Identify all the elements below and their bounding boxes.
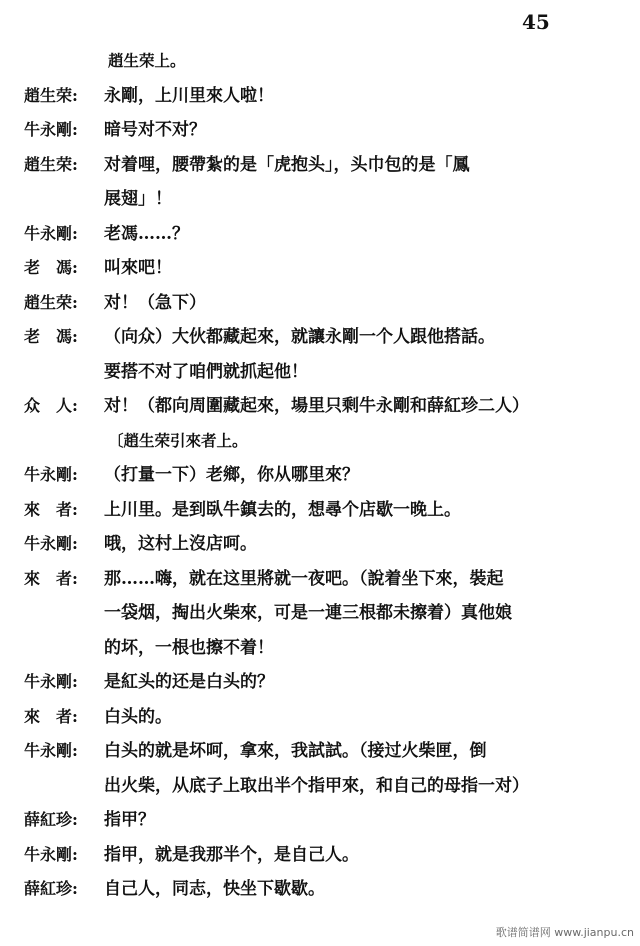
script-line <box>0 769 640 804</box>
speaker-name: 來 者: <box>24 499 78 519</box>
dialogue-text: 指甲？ <box>104 810 155 830</box>
dialogue-text: 叫來吧！ <box>104 258 172 278</box>
script-line <box>0 217 640 252</box>
dialogue-text: 白头的就是坏呵，拿來，我試試。（接过火柴匣，倒 <box>104 741 487 761</box>
script-line <box>0 803 640 838</box>
speaker-name: 薛紅珍: <box>24 879 78 898</box>
dialogue-text: 展翅」！ <box>104 189 172 209</box>
script-line <box>0 286 640 321</box>
speaker-name: 趙生荣: <box>24 85 78 105</box>
watermark: 歌谱简谱网 www.jianpu.cn <box>495 926 634 939</box>
script-line <box>0 665 640 700</box>
script-body <box>0 44 640 907</box>
page-number: 45 <box>522 10 550 34</box>
dialogue-text: 出火柴，从底子上取出半个指甲來，和自己的母指一对） <box>104 775 529 796</box>
dialogue-text: 对！（都向周圍藏起來，場里只剩牛永剛和薛紅珍二人） <box>104 396 529 416</box>
speaker-name: 薛紅珍: <box>24 810 78 829</box>
dialogue-text: 永剛，上川里來人啦！ <box>104 85 274 106</box>
dialogue-text: 白头的。 <box>104 706 172 727</box>
script-line <box>0 527 640 562</box>
dialogue-text: 暗号对不对？ <box>104 120 206 140</box>
dialogue-text: 指甲，就是我那半个，是自己人。 <box>104 844 359 865</box>
dialogue-text: 老馮……？ <box>104 223 189 244</box>
script-line <box>0 493 640 528</box>
script-line <box>0 872 640 907</box>
speaker-name: 趙生荣: <box>24 292 78 312</box>
speaker-name: 牛永剛: <box>24 844 78 864</box>
script-line <box>0 251 640 286</box>
script-line <box>0 355 640 390</box>
dialogue-text: （打量一下）老鄉，你从哪里來？ <box>104 465 359 485</box>
script-line <box>0 838 640 873</box>
dialogue-text: 上川里。是到臥牛鎮去的，想尋个店歇一晚上。 <box>104 499 461 520</box>
speaker-name: 牛永剛: <box>24 534 78 553</box>
dialogue-text: 是紅头的还是白头的？ <box>104 672 274 692</box>
dialogue-text: 要搭不对了咱們就抓起他！ <box>104 361 308 382</box>
speaker-name: 老 馮: <box>24 258 78 277</box>
speaker-name: 來 者: <box>24 706 78 726</box>
dialogue-text: 对！（急下） <box>104 292 206 313</box>
dialogue-text: 一袋烟，掏出火柴來，可是一連三根都未擦着）真他娘 <box>104 603 512 623</box>
script-line <box>0 389 640 424</box>
dialogue-text: 的坏，一根也擦不着！ <box>104 637 274 658</box>
dialogue-text: 对着哩，腰帶紮的是「虎抱头」，头巾包的是「鳳 <box>104 154 470 175</box>
speaker-name: 牛永剛: <box>24 465 78 484</box>
speaker-name: 众 人: <box>24 396 78 415</box>
script-line <box>0 148 640 183</box>
speaker-name: 趙生荣: <box>24 154 78 174</box>
script-line <box>0 458 640 493</box>
script-line <box>0 44 640 79</box>
dialogue-text: 那……嗨，就在这里將就一夜吧。（說着坐下來，裝起 <box>104 568 504 589</box>
stage-direction: 〔趙生荣引來者上。 <box>108 430 248 450</box>
script-line <box>0 79 640 114</box>
speaker-name: 來 者: <box>24 568 78 588</box>
script-line <box>0 113 640 148</box>
script-line <box>0 631 640 666</box>
speaker-name: 牛永剛: <box>24 120 78 139</box>
script-line <box>0 700 640 735</box>
speaker-name: 牛永剛: <box>24 672 78 691</box>
dialogue-text: 自己人，同志，快坐下歇歇。 <box>104 879 325 899</box>
stage-direction: 趙生荣上。 <box>108 51 186 70</box>
speaker-name: 牛永剛: <box>24 741 78 760</box>
script-line <box>0 424 640 459</box>
script-line <box>0 320 640 355</box>
script-line <box>0 734 640 769</box>
speaker-name: 牛永剛: <box>24 223 78 243</box>
script-line <box>0 596 640 631</box>
dialogue-text: （向众）大伙都藏起來，就讓永剛一个人跟他搭話。 <box>104 327 495 347</box>
script-line <box>0 562 640 597</box>
script-line <box>0 182 640 217</box>
dialogue-text: 哦，这村上沒店呵。 <box>104 534 257 554</box>
speaker-name: 老 馮: <box>24 327 78 346</box>
